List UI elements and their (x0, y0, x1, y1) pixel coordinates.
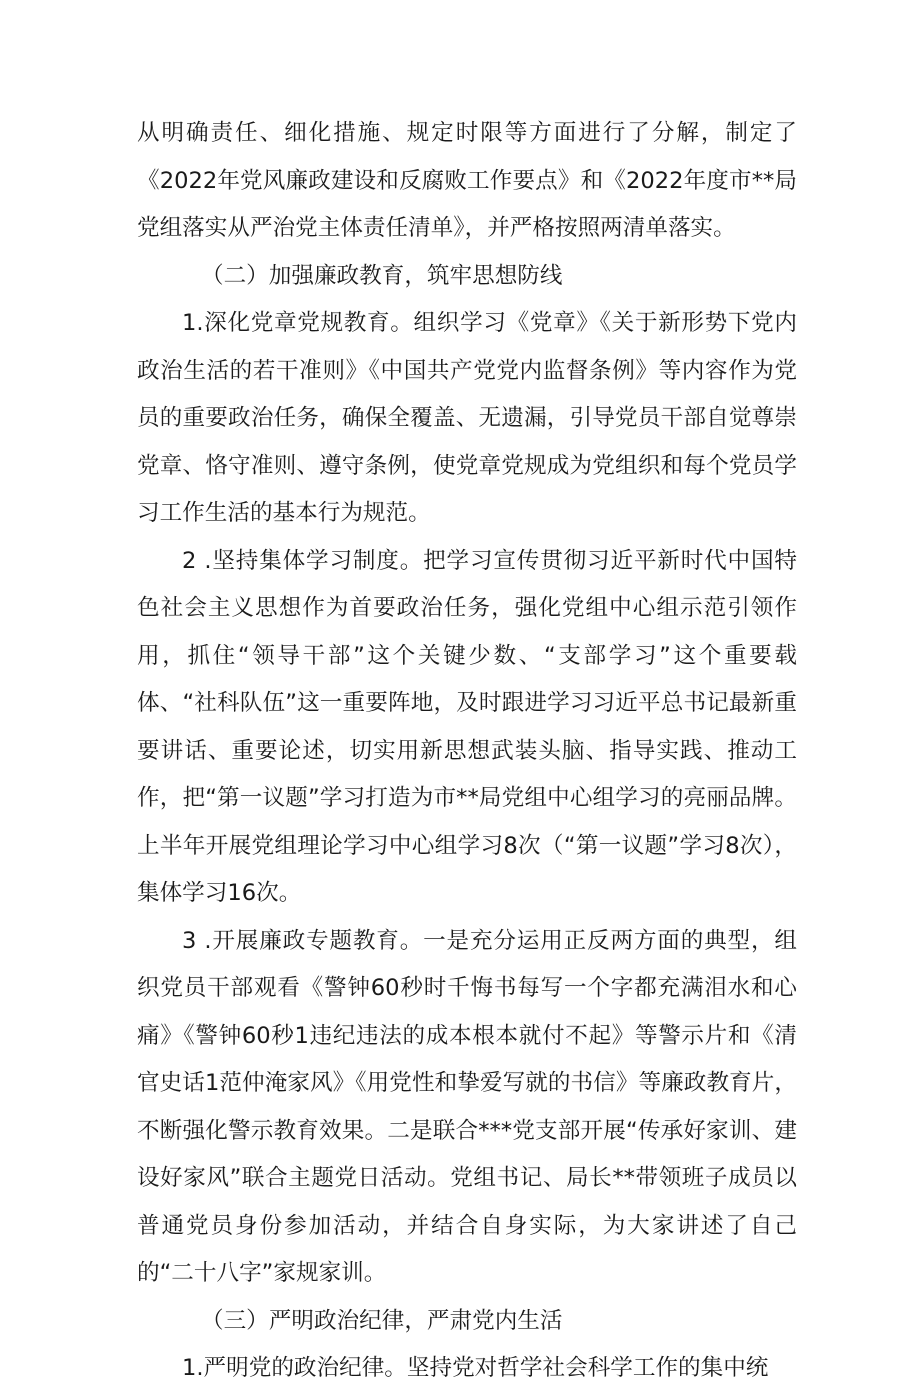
paragraph-item-2: 2 .坚持集体学习制度。把学习宣传贯彻习近平新时代中国特色社会主义思想作为首要政治任务，强化党组中心组示范引领作用，抓住“领导干部”这个关键少数、“支部学习”这个重要载体、“社科队伍”这一重要阵地，及时跟进学习习近平总书记最新重要讲话、重要论述，切实用新思想武装头脑、指导实践、推动工作，把“第一议题”学习打造为市**局党组中心组学习的亮丽品牌。上半年开展党组理论学习中心组学习8次（“第一议题”学习8次），集体学习16次。 (137, 547, 798, 906)
paragraph-intro-continuation: 从明确责任、细化措施、规定时限等方面进行了分解，制定了《2022年党风廉政建设和反腐败工作要点》和《2022年度市**局党组落实从严治党主体责任清单》，并严格按照两清单落实。 (137, 120, 797, 241)
document-body (137, 110, 797, 1393)
paragraph-item-3: 3 .开展廉政专题教育。一是充分运用正反两方面的典型，组织党员干部观看《警钟60秒时千悔书每写一个字都充满泪水和心痛》《警钟60秒1违纪违法的成本根本就付不起》等警示片和《清官史话1范仲淹家风》《用党性和挚爱写就的书信》等廉政教育片，不断强化警示教育效果。二是联合***党支部开展“传承好家训、建设好家风”联合主题党日活动。党组书记、局长**带领班子成员以普通党员身份参加活动，并结合自身实际，为大家讲述了自己的“二十八字”家规家训。 (137, 927, 797, 1286)
paragraph-item-1: 1.深化党章党规教育。组织学习《党章》《关于新形势下党内政治生活的若干准则》《中国共产党党内监督条例》等内容作为党员的重要政治任务，确保全覆盖、无遗漏，引导党员干部自觉尊崇党章、恪守准则、遵守条例，使党章党规成为党组织和每个党员学习工作生活的基本行为规范。 (137, 310, 797, 526)
section-heading-2: （二）加强廉政教育，筑牢思想防线 (201, 262, 563, 289)
paragraph-item-1-section-3: 1.严明党的政治纪律。坚持党对哲学社会科学工作的集中统 (182, 1355, 769, 1381)
section-heading-3: （三）严明政治纪律，严肃党内生活 (201, 1307, 563, 1334)
